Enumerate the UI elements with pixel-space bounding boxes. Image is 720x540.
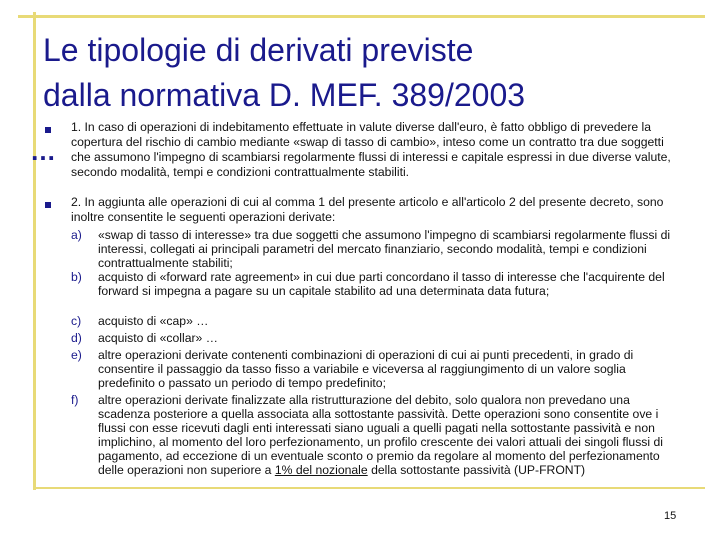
page-number: 15 bbox=[664, 510, 677, 522]
list-item-letter: a) bbox=[71, 228, 82, 242]
underlined-notional-percentage: 1% del nozionale bbox=[274, 463, 368, 477]
paragraph-comma-2: 2. In aggiunta alle operazioni di cui al comma 1 del presente articolo e all'articolo 2 del presente decreto, sono inoltre consentite le seguenti operazioni derivate: bbox=[71, 195, 664, 224]
decorative-bottom-line bbox=[33, 487, 705, 489]
bullet-square-icon bbox=[45, 202, 51, 208]
paragraph-comma-1: 1. In caso di operazioni di indebitamento effettuate in valute diverse dall'euro, è fatto obbligo di prevedere la copertura del rischio di cambio mediante «swap di tasso di cambio», inteso come un contratto tra due soggetti che assumono l'impegno di scambiarsi regolarmente flussi di interessi e capitale espressi in due diverse valute, secondo modalità, tempi e condizioni contrattualmente stabiliti. bbox=[71, 120, 671, 179]
list-item-text: acquisto di «forward rate agreement» in cui due parti concordano il tasso di interesse che l'acquirente del forward si impegna a pagare su un capitale stabilito ad una determinata data futura; bbox=[98, 270, 665, 298]
list-item-letter: d) bbox=[71, 331, 82, 345]
title-line-2: dalla normativa D. MEF. 389/2003 bbox=[43, 77, 526, 113]
slide-title bbox=[43, 28, 525, 118]
title-line-1: Le tipologie di derivati previste bbox=[43, 32, 474, 68]
list-item-letter: c) bbox=[71, 314, 82, 328]
list-item-text: acquisto di «collar» … bbox=[98, 331, 218, 345]
list-item-letter: b) bbox=[71, 270, 82, 284]
list-item-text: acquisto di «cap» … bbox=[98, 314, 209, 328]
list-item-c bbox=[71, 314, 675, 328]
list-item-letter: e) bbox=[71, 348, 82, 362]
decorative-top-line bbox=[18, 15, 705, 18]
list-item-letter: f) bbox=[71, 393, 79, 407]
list-item-text-part: della sottostante passività (UP-FRONT) bbox=[367, 463, 586, 477]
list-item-text: altre operazioni derivate contenenti combinazioni di operazioni di cui ai punti precedenti, in grado di consentire il passaggio da tasso fisso a variabile e viceversa al raggiungimento di un valore soglia predefinito o passato un periodo di tempo predefinito; bbox=[98, 348, 634, 390]
list-item-d bbox=[71, 331, 675, 345]
list-item-e bbox=[71, 348, 675, 390]
list-item-text bbox=[98, 393, 675, 477]
list-item-text: «swap di tasso di interesse» tra due soggetti che assumono l'impegno di scambiarsi regolarmente flussi di interessi, collegati ai principali parametri del mercato finanziario, secondo modalità, tempi e condizioni contrattualmente stabiliti; bbox=[98, 228, 671, 270]
bullet-square-icon bbox=[45, 127, 51, 133]
list-item-f bbox=[71, 393, 675, 477]
list-item-b bbox=[71, 270, 675, 298]
list-item-text-part: altre operazioni derivate finalizzate alla ristrutturazione del debito, solo qualora non prevedano una scadenza posteriore a quella associata alla sottostante passività. Dette operazioni sono consentite ove i flussi con esse ricevuti dagli enti interessati siano uguali a quelli pagati nella sottostante passività e non implichino, al momento del loro perfezionamento, un profilo crescente dei valori attuali dei singoli flussi di pagamento, ad eccezione di un eventuale sconto o premio da regolare al momento del perfezionamento delle operazioni non superiore a bbox=[98, 393, 663, 477]
list-item-a bbox=[71, 228, 675, 270]
title-ellipsis: … bbox=[30, 136, 57, 166]
decorative-vertical-line bbox=[33, 12, 36, 490]
